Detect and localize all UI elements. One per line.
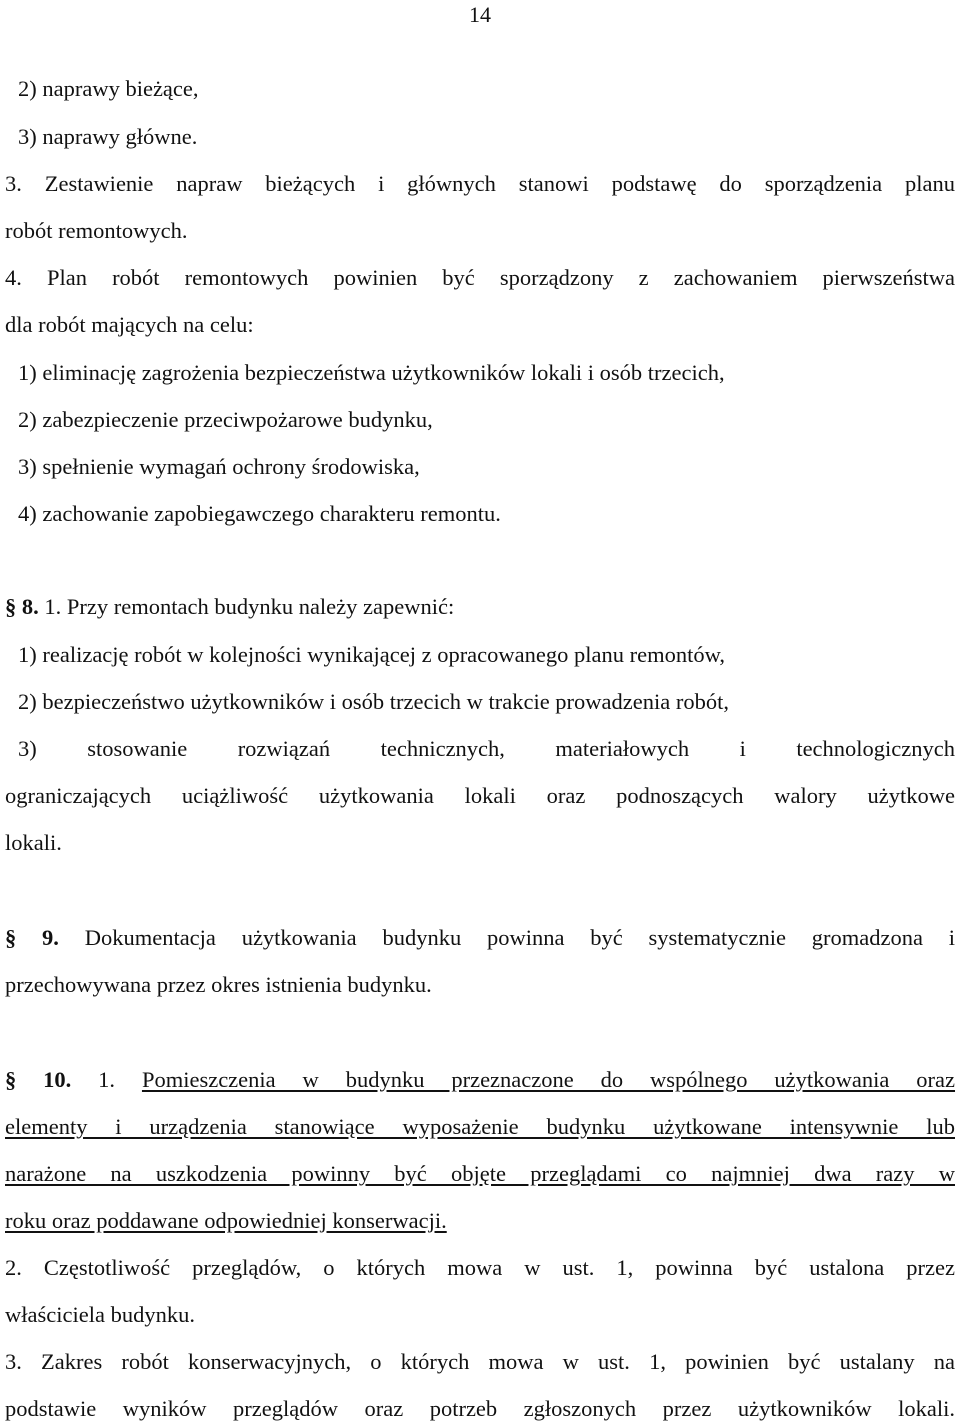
section-number: 10. xyxy=(43,1067,72,1092)
paragraph-line: podstawie wyników przeglądów oraz potrzeb zgłoszonych przez użytkowników lokali. xyxy=(5,1396,955,1421)
paragraph-line: 3. Zestawienie napraw bieżących i głównych stanowi podstawę do sporządzenia planu xyxy=(5,171,955,196)
list-item: 2) zabezpieczenie przeciwpożarowe budynku, xyxy=(18,407,433,432)
paragraph-line: 4. Plan robót remontowych powinien być sporządzony z zachowaniem pierwszeństwa xyxy=(5,265,955,290)
section-sign: § xyxy=(5,1067,17,1092)
paragraph-line: 3. Zakres robót konserwacyjnych, o których mowa w ust. 1, powinien być ustalany na xyxy=(5,1349,955,1374)
list-item: 4) zachowanie zapobiegawczego charakteru remontu. xyxy=(18,501,501,526)
paragraph-line: dla robót mających na celu: xyxy=(5,312,254,337)
list-item: 3) stosowanie rozwiązań technicznych, materiałowych i technologicznych xyxy=(18,736,955,761)
paragraph-line: 2. Częstotliwość przeglądów, o których mowa w ust. 1, powinna być ustalona przez xyxy=(5,1255,955,1280)
list-item: 1) realizację robót w kolejności wynikającej z opracowanego planu remontów, xyxy=(18,642,726,667)
paragraph-line: ograniczających uciążliwość użytkowania lokali oraz podnoszących walory użytkowe xyxy=(5,783,955,808)
paragraph-line: lokali. xyxy=(5,830,62,855)
section-sign: § xyxy=(5,594,17,619)
paragraph-line: właściciela budynku. xyxy=(5,1302,195,1327)
section-number: 8. xyxy=(21,594,39,619)
list-item: 2) naprawy bieżące, xyxy=(18,76,199,101)
underlined-line: narażone na uszkodzenia powinny być objęte przeglądami co najmniej dwa razy w xyxy=(5,1161,955,1186)
paragraph-line: przechowywana przez okres istnienia budynku. xyxy=(5,972,432,997)
underlined-text: roku oraz poddawane odpowiedniej konserwacji. xyxy=(5,1208,447,1233)
page-number: 14 xyxy=(469,2,491,27)
section-ust-number: 1. xyxy=(71,1067,142,1092)
underlined-line: elementy i urządzenia stanowiące wyposażenie budynku użytkowane intensywnie lub xyxy=(5,1114,955,1139)
underlined-text: Pomieszczenia w budynku przeznaczone do wspólnego użytkowania oraz xyxy=(141,1067,956,1092)
list-item: 3) spełnienie wymagań ochrony środowiska, xyxy=(18,454,420,479)
list-item: 3) naprawy główne. xyxy=(18,124,198,149)
list-item: 1) eliminację zagrożenia bezpieczeństwa użytkowników lokali i osób trzecich, xyxy=(18,360,725,385)
section-number: 9. xyxy=(42,925,59,950)
section-text: Dokumentacja użytkowania budynku powinna być systematycznie gromadzona i xyxy=(58,925,956,950)
paragraph-line: robót remontowych. xyxy=(5,218,188,243)
list-item: 2) bezpieczeństwo użytkowników i osób trzecich w trakcie prowadzenia robót, xyxy=(18,689,729,714)
section-sign: § xyxy=(5,925,17,950)
underlined-line xyxy=(5,1210,955,1233)
section-intro: 1. Przy remontach budynku należy zapewnić: xyxy=(38,594,455,619)
section-8-heading xyxy=(5,596,955,619)
section-9-heading xyxy=(5,927,955,950)
section-10-heading xyxy=(5,1069,955,1092)
